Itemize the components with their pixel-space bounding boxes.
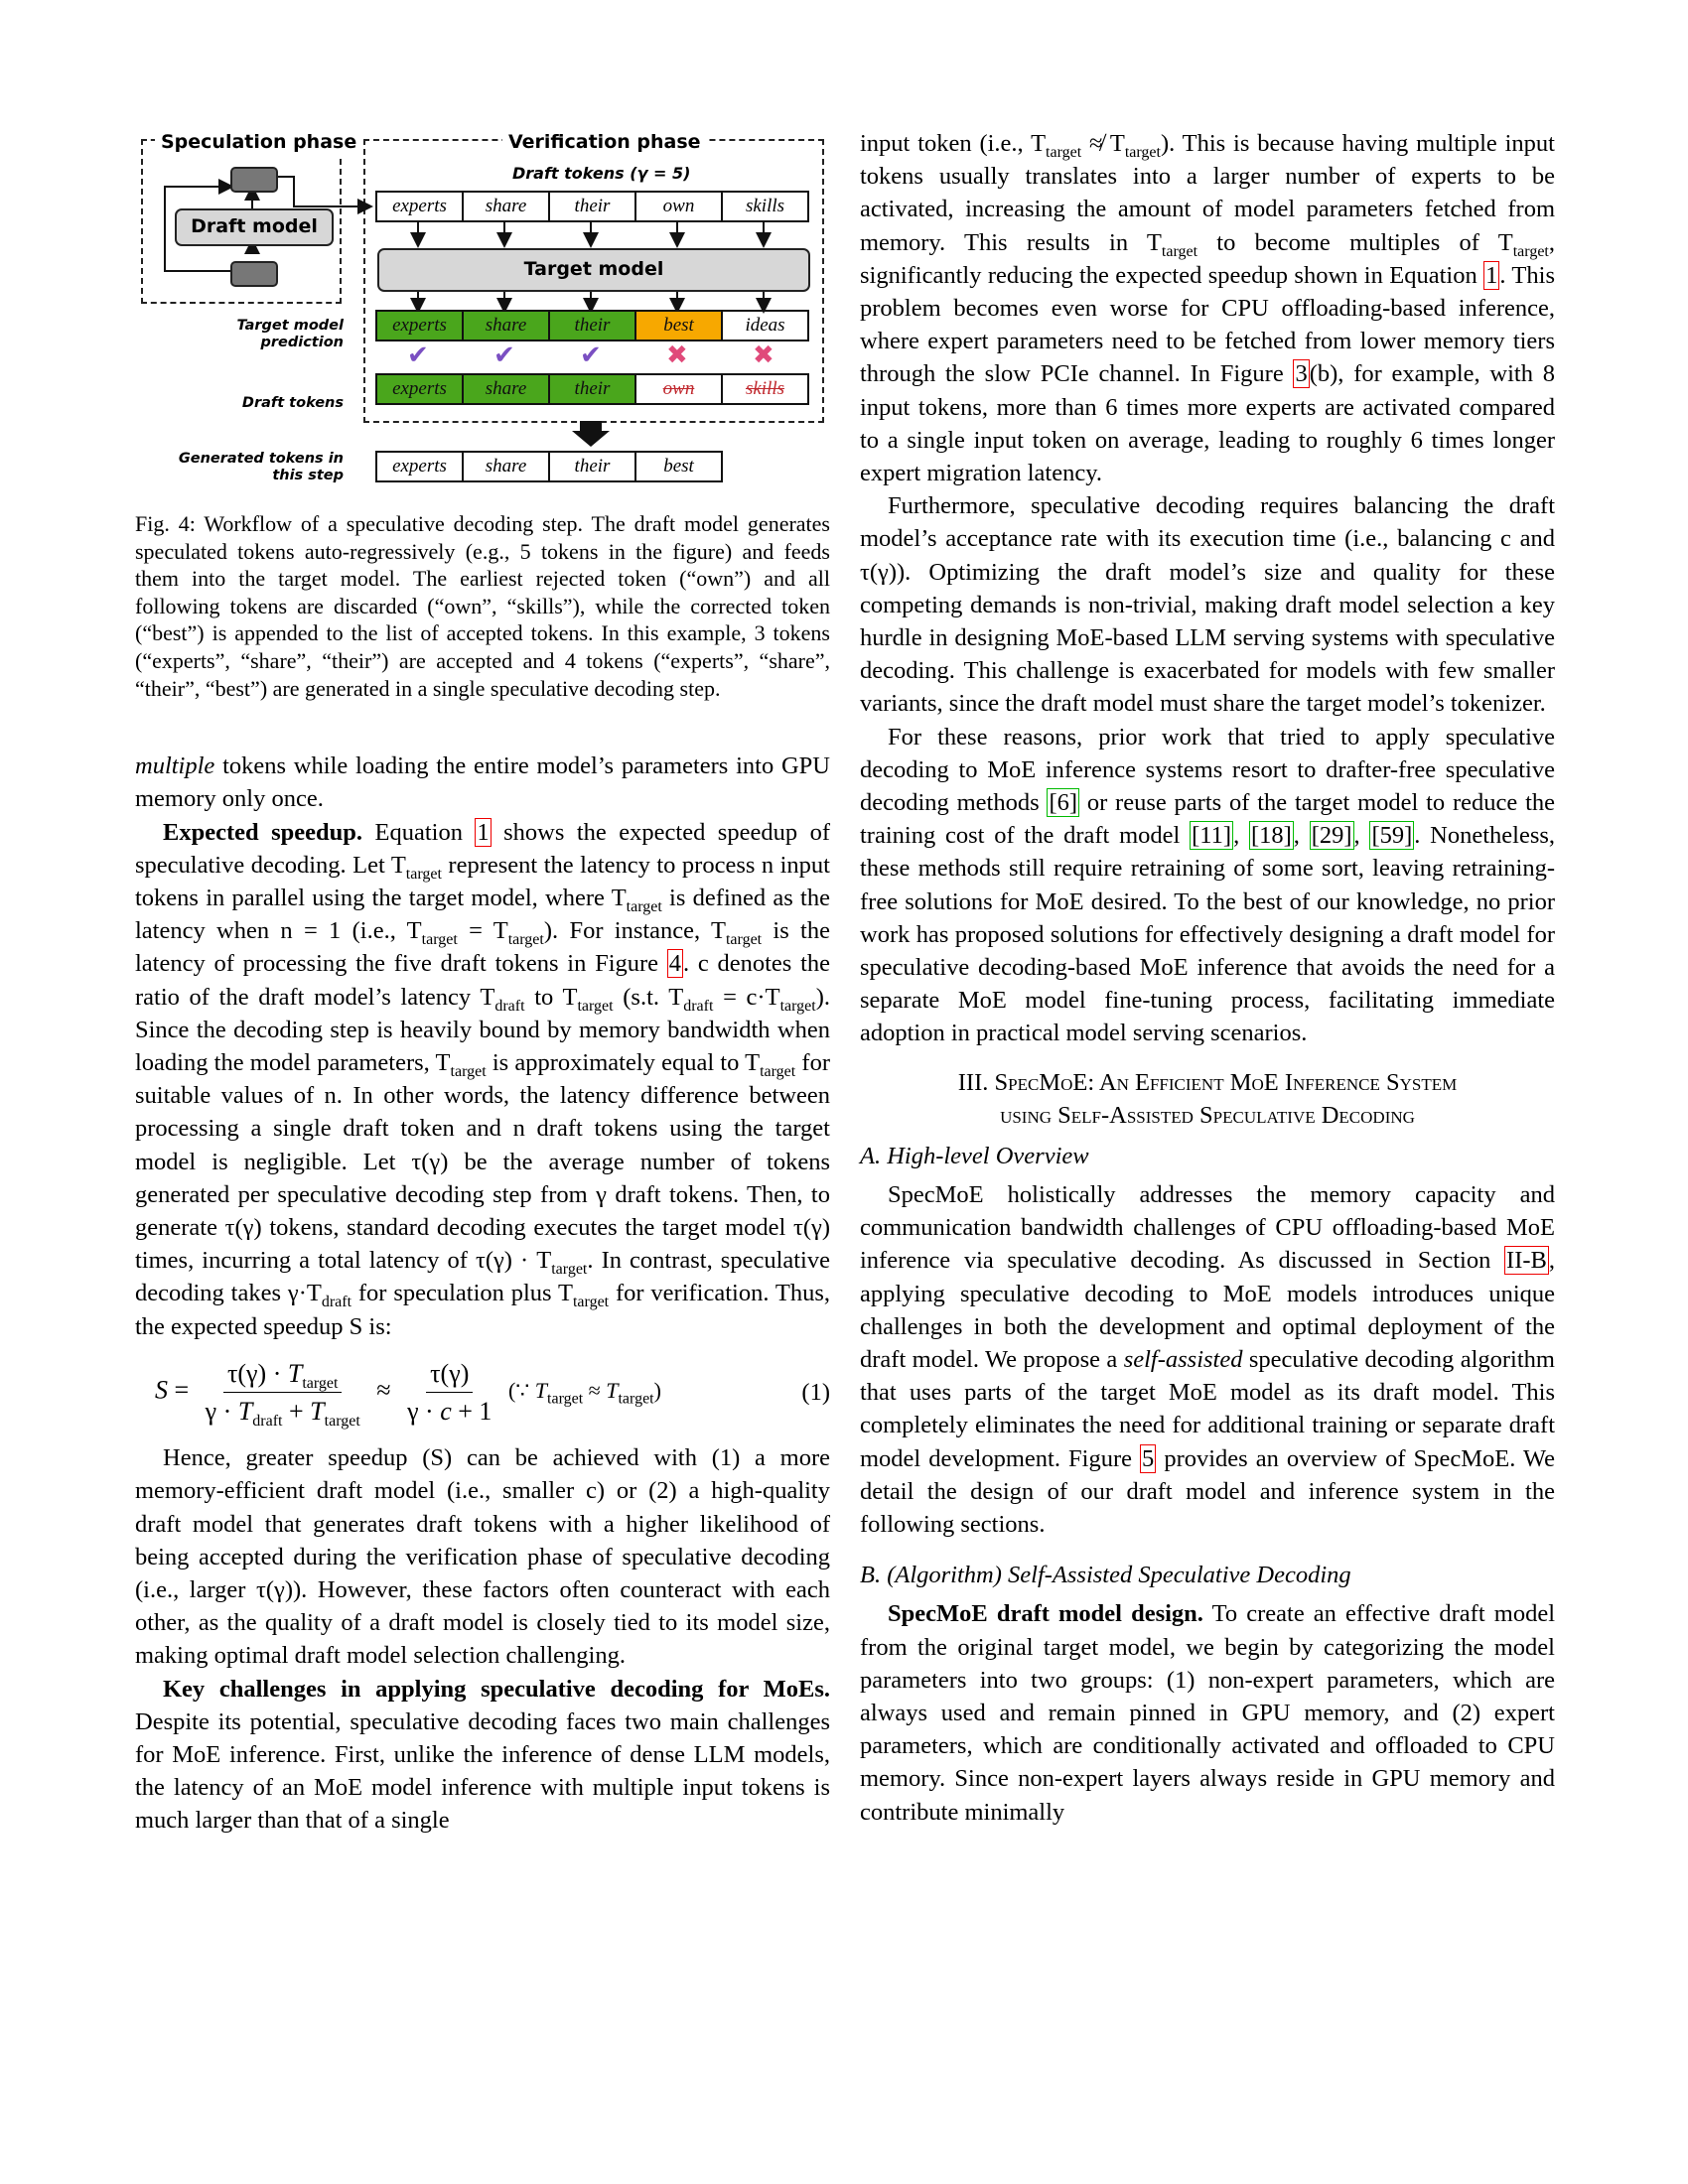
text: tokens while loading the entire model’s parameters into GPU memory only once.	[135, 752, 830, 813]
cross-icon: ✖	[753, 341, 774, 370]
text: , significantly reducing the expected speedup shown in Equation	[860, 228, 1555, 289]
text: for speculation plus T	[352, 1280, 573, 1307]
text: for verification. Thus, the expected speedup S is:	[135, 1280, 830, 1340]
generated-token: their	[548, 451, 636, 482]
input-token: their	[548, 191, 636, 222]
text: . This problem becomes even worse for CPU offloading-based inference, where expert parameters need to be fetched from lower memory tiers through the slow PCIe channel. In Figure	[860, 261, 1555, 388]
draft-output-block	[230, 167, 278, 193]
draft-tokens-label: Draft tokens	[241, 395, 344, 411]
paragraph-continuation	[135, 750, 830, 815]
paragraph-key-challenges	[135, 1673, 830, 1838]
text: = c·T	[713, 983, 780, 1011]
text: ≉ T	[1081, 130, 1125, 157]
text: ). This is because having multiple input tokens usually translates into a larger number of experts to be activated, increasing the amount of model parameters fetched from memory. This results in T	[860, 130, 1555, 256]
cross-icon: ✖	[666, 341, 688, 370]
figure-ref-link[interactable]: 3	[1295, 360, 1308, 388]
section-title-line: III. SpecMoE: An Efficient MoE Inference System	[957, 1068, 1458, 1096]
text: (b), for example, with 8 input tokens, more than 6 times more experts are activated compared to a single input token on average, leading to roughly 6 times longer expert migration latency.	[860, 360, 1555, 487]
draft-input-block	[230, 261, 278, 287]
draft-token: share	[462, 373, 550, 405]
text: Equation	[362, 818, 476, 846]
text: (s.t. T	[613, 983, 684, 1011]
paragraph-expected-speedup: Expected speedup. Equation 1 shows the expected speedup of speculative decoding. Let $T_{target}$ represent the latency to process n input tokens in parallel using the target model, where $T_{target}$ is defined as the latency when n = 1 (i.e., $T_{target} = T_{target}$). For instance, $T_{target}$ is the latency of processing the five draft tokens in Figure 4. c denotes the ratio of the draft model’s latency $T_{draft}$ to $T_{target}$ (s.t. $T_{draft} = c\cdot T_{target}$). Since the decoding step is heavily bound by memory bandwidth when loading the model parameters, $T_{target}$ is approximately equal to $T_{target}$ for suitable values of n. In other words, the latency difference between processing a single draft token and n draft tokens using the target model is negligible. Let τ(γ) be the average number of tokens generated per speculative decoding step from γ draft tokens. Then, to generate τ(γ) tokens, standard decoding executes the target model τ(γ) times, incurring a total latency of $\tau(\gamma) \cdot T_{target}$. In contrast, speculative decoding takes $\gamma\cdot T_{draft}$ for speculation plus $T_{target}$ for verification. Thus, the expected speedup S is:	[135, 818, 830, 1340]
text: is the latency of processing the five draft tokens in Figure	[135, 917, 830, 978]
text: is defined as the latency when n = 1 (i.e., T	[135, 884, 830, 945]
predicted-token: share	[462, 310, 550, 341]
input-token: experts	[375, 191, 464, 222]
paragraph-prior-work: For these reasons, prior work that tried to apply speculative decoding to MoE inference systems resort to drafter-free speculative decoding methods [6] or reuse parts of the target model to reduce the training cost of the draft model [11], [18], [29], [59]. Nonetheless, these methods still require retraining of some sort, leaving retraining-free solutions for MoE desired. To the best of our knowledge, no prior work has proposed solutions for effectively designing a draft model for speculative decoding-based MoE inference that avoids the need for a separate MoE model fine-tuning process, facilitating immediate adoption in practical model serving scenarios.	[860, 723, 1556, 1047]
text: shows the expected speedup of speculative decoding. Let T	[135, 818, 830, 879]
section-heading-iii	[860, 1066, 1555, 1132]
paragraph-overview	[860, 1178, 1555, 1541]
left-column	[135, 127, 830, 1838]
equation-number: (1)	[801, 1378, 830, 1406]
draft-token: skills	[721, 373, 809, 405]
predicted-token: ideas	[721, 310, 809, 341]
text: . c denotes the ratio of the draft model’s latency T	[135, 950, 830, 1011]
citation-link[interactable]: [59]	[1371, 822, 1413, 850]
predicted-token: best	[634, 310, 723, 341]
paragraph-heading: Expected speedup.	[163, 818, 363, 846]
generated-token: experts	[375, 451, 464, 482]
text: . In contrast, speculative decoding takes γ·T	[135, 1247, 830, 1307]
right-column	[860, 127, 1555, 1829]
paragraph-furthermore: Furthermore, speculative decoding requires balancing the draft model’s acceptance rate with its execution time (i.e., balancing c and τ(γ)). Optimizing the draft model’s size and quality for these competing demands is non-trivial, making draft model selection a key hurdle in designing MoE-based LLM serving systems with speculative decoding. This challenge is exacerbated for models with few smaller variants, since the draft model must share the target model’s tokenizer.	[860, 492, 1555, 718]
subsection-a-heading: A. High-level Overview	[860, 1142, 1089, 1169]
paragraph-input-token: input token (i.e., $T_{target}$ ≉ $T_{target}$). This is because having multiple input tokens usually translates into a larger number of experts to be activated, increasing the amount of model parameters fetched from memory. This results in $T_{target}$ to become multiples of $T_{target}$, significantly reducing the expected speedup shown in Equation 1. This problem becomes even worse for CPU offloading-based inference, where expert parameters need to be fetched from lower memory tiers through the slow PCIe channel. In Figure 3(b), for example, with 8 input tokens, more than 6 times more experts are activated compared to a single input token on average, leading to roughly 6 times longer expert migration latency.	[860, 130, 1555, 487]
input-token: own	[634, 191, 723, 222]
citation-link[interactable]: [6]	[1049, 789, 1078, 817]
check-icon: ✔	[407, 341, 429, 370]
paragraph-heading: SpecMoE draft model design.	[888, 1600, 1203, 1628]
citation-link[interactable]: [18]	[1250, 822, 1292, 850]
text: input token (i.e., T	[860, 130, 1047, 157]
text: represent the latency to process n input tokens in parallel using the target model, where T	[135, 851, 830, 911]
speculation-phase-label: Speculation phase	[155, 126, 362, 159]
draft-token: own	[634, 373, 723, 405]
equation-body: S = $\frac{\tau(\gamma) \cdot T_{target}}{\gamma \cdot T_{draft} + T_{target}}$ ≈ $\frac{\tau(\gamma)}{\gamma \cdot c + 1}$ (∵ $T_{target} \approx T_{target}$)	[155, 1358, 661, 1431]
text: or reuse parts of the target model to reduce the training cost of the draft model	[860, 789, 1556, 850]
text: To create an effective draft model from the original target model, we begin by categorizing the model parameters into two groups: (1) non-expert parameters, which are always used and remain pinned in GPU memory, and (2) expert parameters, which are conditionally activated and offloaded to CPU memory. Since non-expert layers always reside in GPU memory and contribute minimally	[860, 1600, 1555, 1826]
paragraph-draft-model-design	[860, 1597, 1555, 1828]
text: ). For instance, T	[543, 917, 726, 945]
text: for suitable values of n. In other words, the latency difference between processing a single draft token and n draft tokens using the target model is negligible. Let τ(γ) be the average number of tokens generated per speculative decoding step from γ draft tokens. Then, to generate τ(γ) tokens, standard decoding executes the target model τ(γ) times, incurring a total latency of τ(γ) · T	[135, 1048, 830, 1275]
figure-ref-link[interactable]: 4	[668, 950, 682, 978]
emphasis: multiple	[135, 752, 215, 780]
figure-4	[135, 127, 830, 504]
equation-ref-link[interactable]: 1	[1485, 261, 1498, 289]
check-icon: ✔	[493, 341, 515, 370]
section-title-line: using Self-Assisted Speculative Decoding	[1000, 1101, 1415, 1129]
text: speculative decoding algorithm that uses parts of the target MoE model as its draft model. This completely eliminates the need for additional training or separate draft model development. Figure	[860, 1345, 1555, 1472]
generated-tokens-label: Generated tokens in this step	[178, 451, 344, 483]
generated-token: best	[634, 451, 723, 482]
subsection-b-heading: B. (Algorithm) Self-Assisted Speculative Decoding	[860, 1562, 1351, 1589]
citation-link[interactable]: [11]	[1192, 822, 1232, 850]
generated-token: share	[462, 451, 550, 482]
paragraph-heading: Key challenges in applying speculative decoding for MoEs.	[163, 1675, 830, 1703]
text: is approximately equal to T	[486, 1048, 761, 1076]
emphasis: self-assisted	[1123, 1345, 1243, 1373]
check-icon: ✔	[580, 341, 602, 370]
text: = T	[457, 917, 508, 945]
draft-tokens-title: Draft tokens (γ = 5)	[512, 164, 691, 183]
draft-token: experts	[375, 373, 464, 405]
input-token: skills	[721, 191, 809, 222]
text: For these reasons, prior work that tried to apply speculative decoding to MoE inference systems resort to drafter-free speculative decoding methods	[860, 723, 1555, 817]
verification-phase-label: Verification phase	[502, 126, 707, 159]
text: , applying speculative decoding to MoE models introduces unique challenges in both the development and optimal deployment of the draft model. We propose a	[860, 1247, 1555, 1373]
input-token: share	[462, 191, 550, 222]
citation-link[interactable]: [29]	[1311, 822, 1352, 850]
paragraph-hence: Hence, greater speedup (S) can be achieved with (1) a more memory-efficient draft model (i.e., smaller c) or (2) a high-quality draft model that generates draft tokens with a higher likelihood of being accepted during the verification phase of speculative decoding (i.e., larger τ(γ)). However, these factors often counteract with each other, as the quality of a draft model is closely tied to its model size, making optimal draft model selection challenging.	[135, 1444, 830, 1670]
target-prediction-label: Target model prediction	[236, 318, 344, 350]
text: provides an overview of SpecMoE. We detail the design of our draft model and inference system in the following sections.	[860, 1444, 1555, 1538]
figure-caption: Fig. 4: Workflow of a speculative decoding step. The draft model generates speculated tokens auto-regressively (e.g., 5 tokens in the figure) and feeds them into the target model. The earliest rejected token (“own”) and all following tokens are discarded (“own”, “skills”), while the corrected token (“best”) is appended to the list of accepted tokens. In this example, 3 tokens (“experts”, “share”, “their”) are accepted and 4 tokens (“experts”, “share”, “their”, “best”) are generated in a single speculative decoding step.	[135, 511, 830, 701]
equation-ref-link[interactable]: 1	[477, 818, 490, 846]
figure-ref-link[interactable]: 5	[1142, 1444, 1155, 1472]
text: to T	[524, 983, 578, 1011]
draft-model-box: Draft model	[175, 208, 334, 246]
text: Despite its potential, speculative decoding faces two main challenges for MoE inference. First, unlike the inference of dense LLM models, the latency of an MoE model inference with multiple input tokens is much larger than that of a single	[135, 1707, 830, 1835]
predicted-token: their	[548, 310, 636, 341]
draft-token: their	[548, 373, 636, 405]
text: . Nonetheless, these methods still require retraining of some sort, leaving retraining-free solutions for MoE desired. To the best of our knowledge, no prior work has proposed solutions for effectively designing a draft model for speculative decoding-based MoE inference that avoids the need for a separate MoE model fine-tuning process, facilitating immediate adoption in practical model serving scenarios.	[860, 822, 1556, 1047]
predicted-token: experts	[375, 310, 464, 341]
text: SpecMoE holistically addresses the memory capacity and communication bandwidth challenges of CPU offloading-based MoE inference via speculative decoding. As discussed in Section	[860, 1180, 1555, 1275]
text: ). Since the decoding step is heavily bound by memory bandwidth when loading the model parameters, T	[135, 983, 830, 1076]
text: to become multiples of T	[1197, 228, 1513, 256]
equation-1	[135, 1357, 830, 1431]
target-model-box: Target model	[377, 248, 810, 292]
section-ref-link[interactable]: II-B	[1506, 1247, 1547, 1275]
